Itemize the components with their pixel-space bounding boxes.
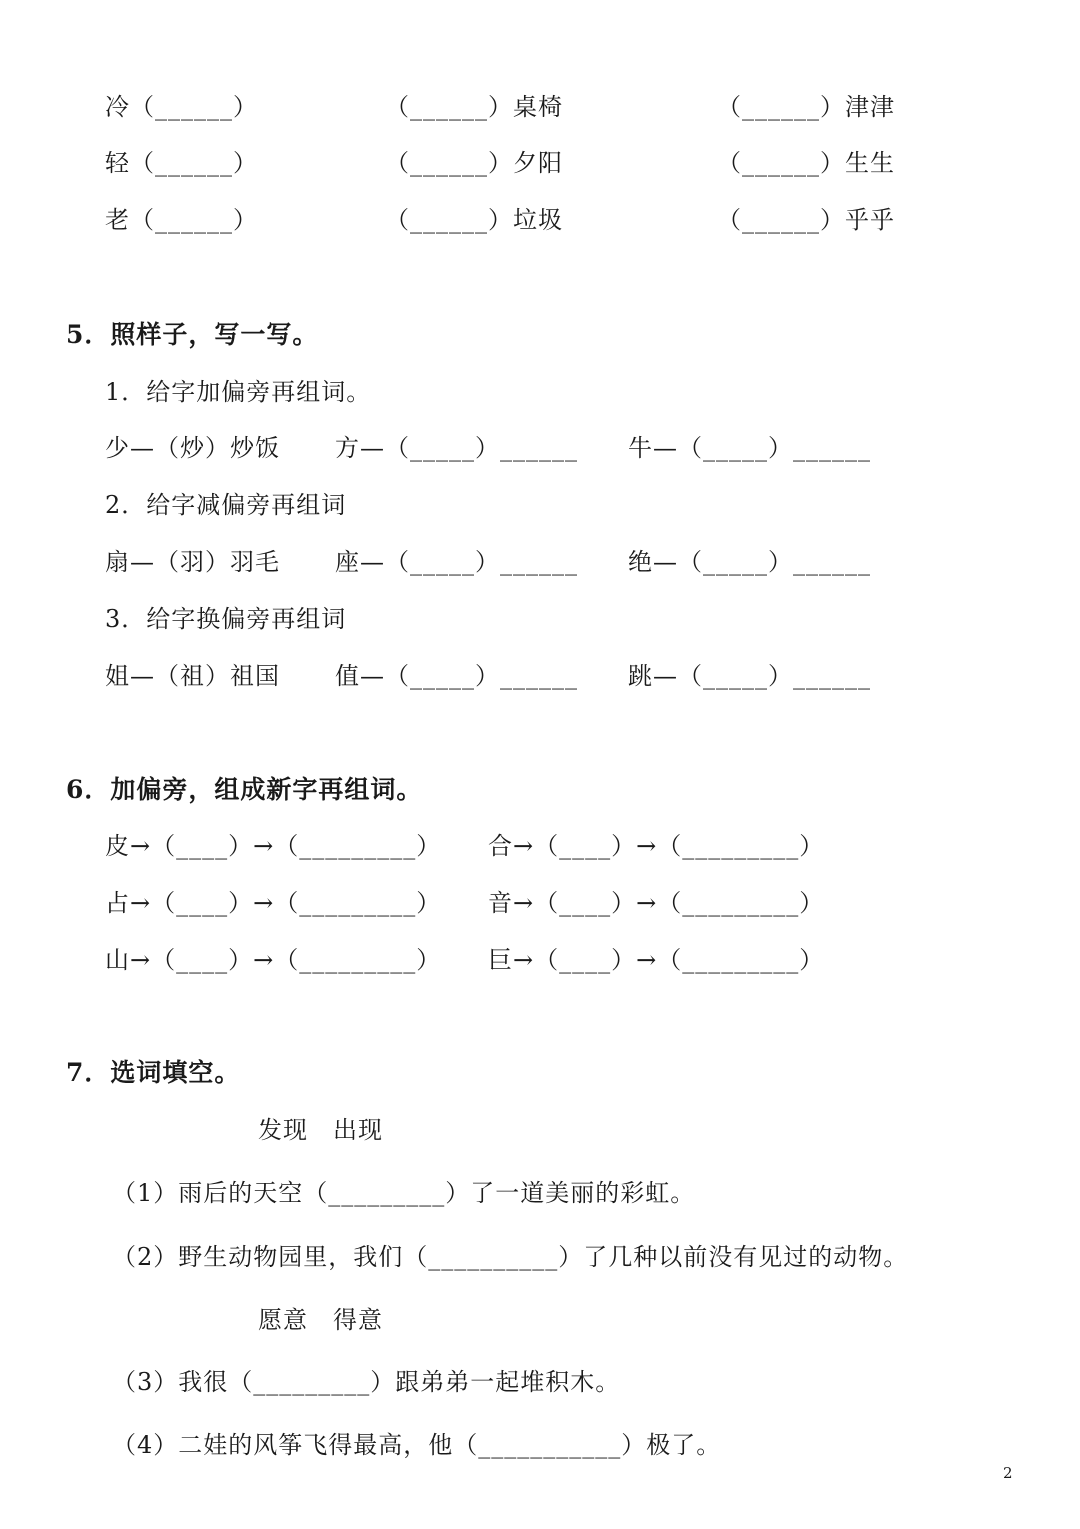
q5-item: 牛—（_____）______ [628, 434, 871, 462]
q5-item: 跳—（_____）______ [628, 662, 871, 690]
q4-cell: （______）夕阳 [385, 149, 563, 177]
q4-cell: 冷（______） [105, 93, 258, 121]
q5-subtitle: 3．给字换偏旁再组词 [105, 605, 347, 633]
q5-item: 扇—（羽）羽毛 [105, 548, 280, 576]
q6-item: 占→（____）→（_________） [105, 889, 442, 917]
q5-subtitle: 1．给字加偏旁再组词。 [105, 378, 372, 406]
q6-item: 皮→（____）→（_________） [105, 832, 442, 860]
q4-cell: （______）生生 [717, 149, 895, 177]
q4-cell: 老（______） [105, 206, 258, 234]
q7-title: 7．选词填空。 [66, 1058, 241, 1087]
q7-sentence: （3）我很（_________）跟弟弟一起堆积木。 [112, 1368, 621, 1396]
q7-sentence: （1）雨后的天空（_________）了一道美丽的彩虹。 [112, 1179, 696, 1207]
q5-item: 座—（_____）______ [335, 548, 578, 576]
q5-title: 5．照样子，写一写。 [66, 320, 319, 349]
q6-item: 合→（____）→（_________） [488, 832, 825, 860]
q5-subtitle: 2．给字减偏旁再组词 [105, 491, 347, 519]
q4-cell: （______）垃圾 [385, 206, 563, 234]
q5-item: 值—（_____）______ [335, 662, 578, 690]
q5-item: 绝—（_____）______ [628, 548, 871, 576]
q7-sentence: （4）二娃的风筝飞得最高，他（___________）极了。 [112, 1431, 722, 1459]
q6-title: 6．加偏旁，组成新字再组词。 [66, 775, 423, 804]
q5-item: 姐—（祖）祖国 [105, 662, 280, 690]
q7-word-choices: 发现 出现 [258, 1116, 383, 1144]
q6-item: 巨→（____）→（_________） [488, 946, 825, 974]
page-number: 2 [1003, 1464, 1013, 1482]
q5-item: 少—（炒）炒饭 [105, 434, 280, 462]
q7-word-choices: 愿意 得意 [258, 1306, 383, 1334]
q6-item: 音→（____）→（_________） [488, 889, 825, 917]
q4-cell: 轻（______） [105, 149, 258, 177]
q4-cell: （______）津津 [717, 93, 895, 121]
q6-item: 山→（____）→（_________） [105, 946, 442, 974]
q4-cell: （______）乎乎 [717, 206, 895, 234]
q7-sentence: （2）野生动物园里，我们（__________）了几种以前没有见过的动物。 [112, 1243, 909, 1271]
q4-cell: （______）桌椅 [385, 93, 563, 121]
q5-item: 方—（_____）______ [335, 434, 578, 462]
